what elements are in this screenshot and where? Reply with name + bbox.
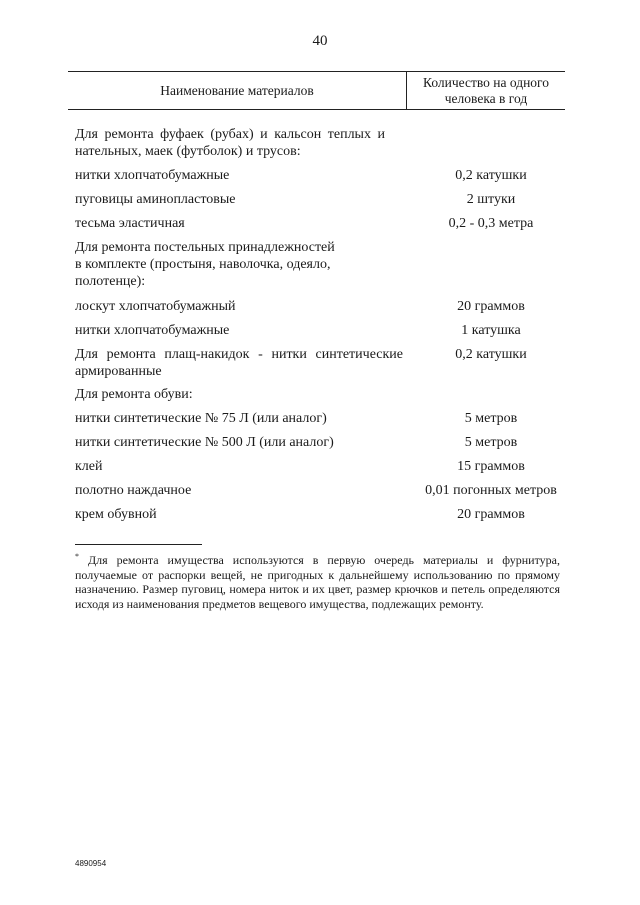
material-quantity: 2 штуки: [466, 192, 516, 207]
footnote: [75, 553, 560, 611]
section-heading-line: Для ремонта обуви:: [75, 387, 193, 402]
material-quantity: 5 метров: [464, 411, 518, 426]
column-header-quantity-line1: Количество на одного: [422, 75, 550, 90]
material-quantity: 20 граммов: [457, 299, 525, 314]
section-heading-line: полотенце):: [75, 274, 146, 289]
material-quantity: 1 катушка: [461, 323, 521, 338]
column-header-quantity: [407, 75, 565, 107]
column-header-quantity-line2: человека в год: [444, 91, 528, 106]
material-name: нитки хлопчатобумажные: [75, 168, 230, 183]
material-quantity: 5 метров: [464, 435, 518, 450]
material-name: пуговицы аминопластовые: [75, 192, 236, 207]
section-heading-line: Для ремонта плащ-накидок - нитки синтетические: [75, 347, 403, 362]
section-heading-line: Для ремонта постельных принадлежностей: [75, 240, 335, 255]
material-quantity: 15 граммов: [457, 459, 525, 474]
footnote-divider: [75, 544, 202, 545]
column-header-materials: Наименование материалов: [160, 83, 314, 98]
material-name: нитки хлопчатобумажные: [75, 323, 230, 338]
material-name: нитки синтетические № 500 Л (или аналог): [75, 435, 334, 450]
material-quantity: 0,01 погонных метров: [425, 483, 557, 498]
material-name: тесьма эластичная: [75, 216, 185, 231]
material-quantity: 0,2 - 0,3 метра: [448, 216, 534, 231]
document-code: 4890954: [75, 859, 107, 868]
material-name: нитки синтетические № 75 Л (или аналог): [75, 411, 327, 426]
section-heading-line: в комплекте (простыня, наволочка, одеяло,: [75, 257, 331, 272]
material-name: клей: [75, 459, 103, 474]
material-quantity: 0,2 катушки: [455, 168, 527, 183]
page-number: 40: [312, 33, 328, 49]
material-name: полотно наждачное: [75, 483, 192, 498]
footnote-marker: *: [75, 552, 79, 561]
section-heading-line: нательных, маек (футболок) и трусов:: [75, 144, 301, 159]
material-name: крем обувной: [75, 507, 157, 522]
section-heading-line: Для ремонта фуфаек (рубах) и кальсон теплых и: [75, 127, 385, 142]
table-header: [68, 71, 565, 110]
material-quantity: 20 граммов: [457, 507, 525, 522]
material-name: лоскут хлопчатобумажный: [75, 299, 236, 314]
section-heading-line: армированные: [75, 364, 162, 379]
footnote-text: Для ремонта имущества используются в первую очередь материалы и фурнитура, получаемые от распорки вещей, не пригодных к дальнейшему использованию по прямому назначению. Размер пуговиц, номера ниток и их цвет, размер крючков и петель определяются исходя из наименования предметов вещевого имущества, подлежащих ремонту.: [75, 553, 560, 611]
material-quantity: 0,2 катушки: [455, 347, 527, 362]
